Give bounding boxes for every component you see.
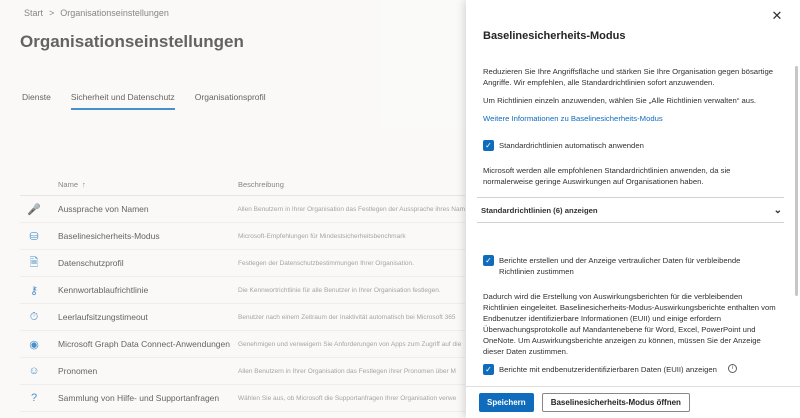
open-baseline-mode-button[interactable]: Baselinesicherheits-Modus öffnen — [542, 393, 690, 412]
list-item-description: Die Kennwortrichtlinie für alle Benutzer in Ihrer Organisation festlegen. — [238, 286, 441, 294]
save-button[interactable]: Speichern — [479, 393, 534, 412]
document-lock-icon: 🗎 — [29, 256, 39, 269]
list-item[interactable] — [20, 250, 465, 277]
list-item-description: Allen Benutzern in Ihrer Organisation das Festlegen ihrer Pronomen über M — [238, 367, 456, 375]
list-item[interactable] — [20, 385, 465, 412]
list-item-description: Allen Benutzern in Ihrer Organisation das Festlegen der Aussprache ihres Nam — [237, 205, 465, 213]
list-item-description: Benutzer nach einem Zeitraum der Inaktivität automatisch bei Microsoft 365 — [238, 313, 456, 321]
baseline-security-panel — [466, 0, 800, 418]
list-item[interactable] — [20, 223, 465, 250]
checkbox-checked-icon[interactable]: ✓ — [483, 364, 494, 375]
list-item-description: Genehmigen und verweigern Sie Anforderungen von Apps zum Zugriff auf die — [238, 340, 462, 348]
panel-title: Baselinesicherheits-Modus — [483, 30, 626, 42]
column-name-label: Name — [58, 180, 79, 189]
breadcrumb-separator: > — [49, 8, 55, 18]
list-item[interactable] — [20, 196, 465, 223]
auto-apply-label: Standardrichtlinien automatisch anwenden — [499, 141, 644, 150]
breadcrumb-current: Organisationseinstellungen — [60, 8, 169, 18]
page-title: Organisationseinstellungen — [20, 32, 244, 51]
reports-consent-description: Dadurch wird die Erstellung von Auswirkungsberichten für die verbleibenden Richtlinien eingeleitet. Baselinesicherheits-Modus-Auswirkungsberichte enthalten vom Endbenutzer identifizierbare Informationen (EUII) und einige erfordern Überwachungsprotokolle auf Mandantenebene für Word, Excel, PowerPoint und OneNote. Um Auswirkungsberichte anzeigen zu können, müssen Sie der Anzeige dieser Daten zustimmen. — [483, 292, 776, 356]
accordion-label: Standardrichtlinien (6) anzeigen — [481, 205, 598, 215]
list-header — [20, 174, 465, 196]
list-item-description: Microsoft-Empfehlungen für Mindestsicherheitsbenchmark — [238, 232, 406, 240]
checkbox-checked-icon[interactable]: ✓ — [483, 255, 494, 266]
info-icon[interactable]: i — [728, 364, 737, 373]
list-item-name: Microsoft Graph Data Connect-Anwendungen — [58, 339, 230, 349]
tab-security-privacy[interactable]: Sicherheit und Datenschutz — [71, 92, 175, 110]
panel-footer — [466, 386, 800, 418]
list-item[interactable] — [20, 277, 465, 304]
list-item-name: Aussprache von Namen — [57, 204, 149, 214]
help-circle-icon: ? — [30, 392, 38, 404]
list-item[interactable] — [20, 358, 465, 385]
column-header-name[interactable] — [20, 180, 220, 189]
learn-more-link[interactable]: Weitere Informationen zu Baselinesicherheits-Modus — [483, 114, 663, 123]
list-item[interactable] — [20, 304, 465, 331]
breadcrumb — [24, 8, 169, 18]
chevron-down-icon: ⌄ — [773, 204, 782, 216]
panel-scrollbar[interactable] — [795, 66, 798, 296]
tab-org-profile[interactable]: Organisationsprofil — [194, 92, 266, 102]
list-item[interactable] — [20, 331, 465, 358]
close-icon[interactable]: ✕ — [771, 8, 783, 23]
sort-ascending-icon: ↑ — [82, 180, 86, 189]
list-item-name: Kennwortablaufrichtlinie — [58, 285, 149, 295]
list-item-name: Pronomen — [58, 366, 98, 376]
list-item-name: Datenschutzprofil — [58, 258, 124, 268]
tab-services[interactable]: Dienste — [22, 92, 51, 102]
list-item-description: Festlegen der Datenschutzbestimmungen Ihrer Organisation. — [238, 259, 414, 267]
tab-list — [22, 92, 286, 110]
checkbox-checked-icon[interactable]: ✓ — [483, 140, 494, 151]
reports-consent-label: Berichte erstellen und der Anzeige vertraulicher Daten für verbleibende Richtlinien zustimmen — [499, 256, 741, 276]
euii-reports-label: Berichte mit endbenutzeridentifizierbaren Daten (EUII) anzeigen — [499, 365, 717, 374]
panel-body — [481, 66, 782, 386]
panel-intro: Reduzieren Sie Ihre Angriffsfläche und stärken Sie Ihre Organisation gegen bösartige Angriffe. Wir empfehlen, alle Standardrichtlinien sofort anzuwenden. — [483, 67, 774, 87]
list-item-description: Wählen Sie aus, ob Microsoft die Supportanfragen Ihrer Organisation verwe — [238, 394, 457, 402]
default-policies-accordion[interactable] — [477, 197, 784, 223]
auto-apply-description: Microsoft werden alle empfohlenen Standardrichtlinien anwenden, da sie normalerweise geringe Auswirkungen auf Organisationen haben. — [483, 166, 731, 186]
database-shield-icon: ⛁ — [29, 230, 39, 243]
column-header-description: Beschreibung — [238, 180, 284, 189]
reports-consent-checkbox-row[interactable] — [483, 255, 778, 277]
breadcrumb-home[interactable]: Start — [24, 8, 44, 18]
timer-icon: ⏱ — [29, 310, 39, 323]
panel-individual-note: Um Richtlinien einzeln anzuwenden, wählen Sie „Alle Richtlinien verwalten“ aus. — [483, 96, 757, 105]
settings-list — [20, 174, 465, 412]
key-icon: ⚷ — [29, 284, 39, 297]
list-item-name: Sammlung von Hilfe- und Supportanfragen — [58, 393, 220, 403]
microphone-icon: 🎤 — [27, 203, 41, 216]
list-item-name: Baselinesicherheits-Modus — [58, 231, 160, 241]
person-speech-icon: ☺ — [28, 365, 40, 377]
list-item-name: Leerlaufsitzungstimeout — [58, 312, 148, 322]
euii-reports-checkbox-row[interactable] — [483, 364, 778, 375]
auto-apply-checkbox-row[interactable] — [483, 140, 778, 151]
globe-icon: ◉ — [29, 338, 39, 351]
